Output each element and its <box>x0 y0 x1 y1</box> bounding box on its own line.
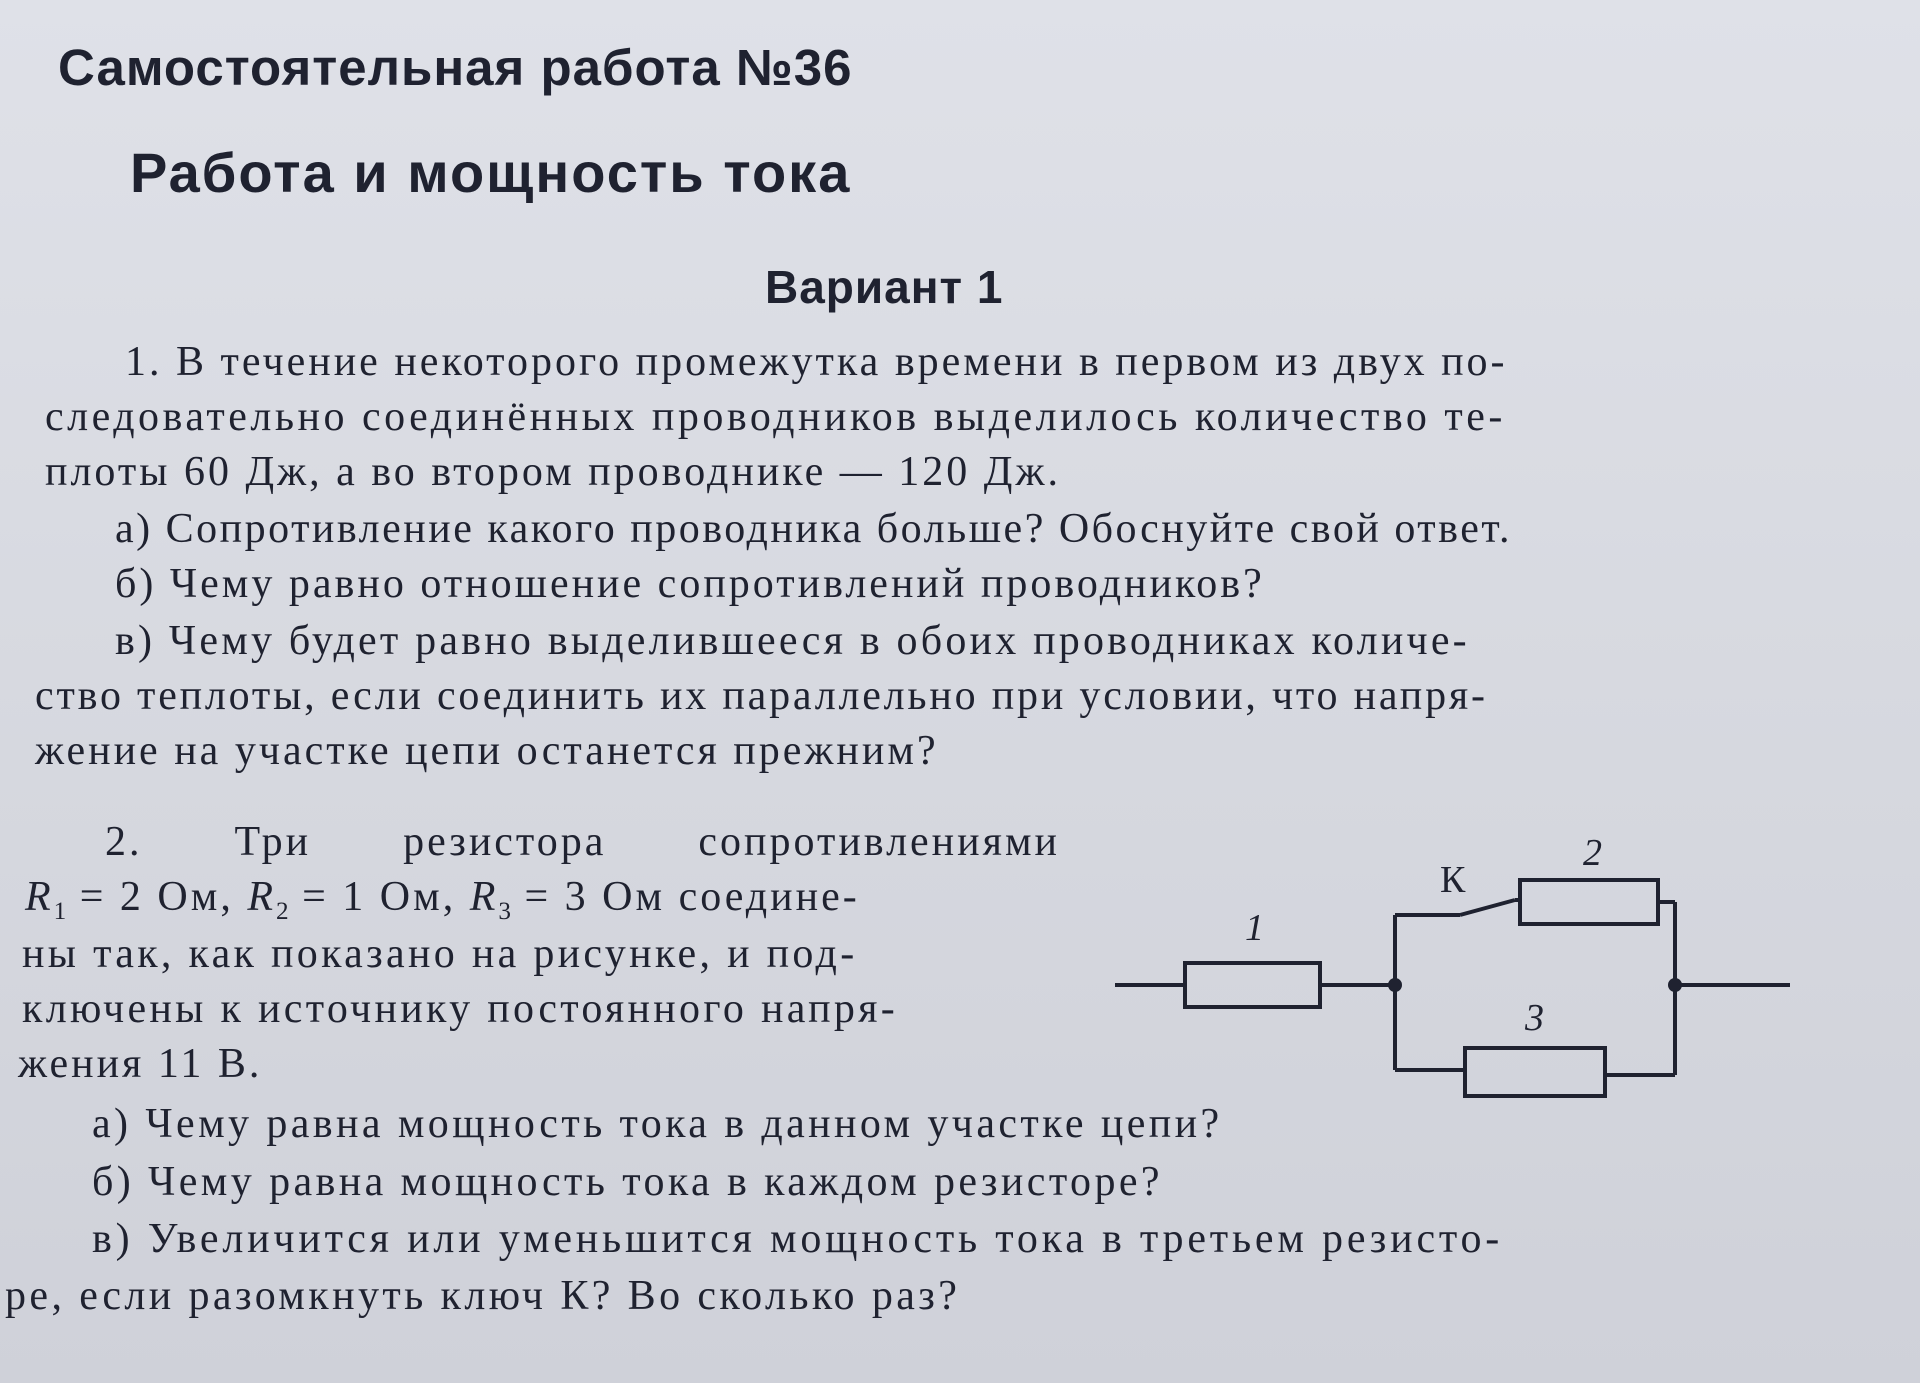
task2-question-a: а) Чему равна мощность тока в данном участке цепи? <box>92 1101 1223 1147</box>
key-switch <box>1460 900 1515 915</box>
task1-question-a: а) Сопротивление какого проводника больше? Обоснуйте свой ответ. <box>115 506 1513 552</box>
task2-question-c: в) Увеличится или уменьшится мощность тока в третьем резисто- <box>92 1216 1504 1262</box>
task2-line-1: 2. Три резисторa сопротивлениями <box>105 819 1060 865</box>
task1-line-7: ство теплоты, если соединить их параллельно при условии, что напря- <box>35 673 1488 719</box>
label-key: К <box>1440 859 1466 901</box>
work-title: Самостоятельная работа №36 <box>58 39 853 96</box>
label-resistor-3: 3 <box>1525 997 1544 1039</box>
circuit-diagram <box>1105 820 1805 1120</box>
resistor-1 <box>1185 963 1320 1007</box>
r1-value: = 2 Ом, <box>66 874 248 920</box>
r3-symbol: R <box>469 874 499 920</box>
resistor-3 <box>1465 1048 1605 1096</box>
task1-line-8: жение на участке цепи останется прежним? <box>35 728 939 774</box>
topic-title: Работа и мощность тока <box>130 141 852 204</box>
label-resistor-1: 1 <box>1245 907 1264 949</box>
r1-symbol: R <box>25 874 54 920</box>
task2-resistances <box>25 873 860 926</box>
task2-line-9: ре, если разомкнуть ключ К? Во сколько раз? <box>5 1273 961 1319</box>
task1-question-c: в) Чему будет равно выделившееся в обоих проводниках количе- <box>115 618 1470 664</box>
task2-line-3: ны так, как показано на рисунке, и под- <box>22 931 858 977</box>
task1-line-1: 1. В течение некоторого промежутка времени в первом из двух по- <box>125 339 1508 385</box>
task1-line-2: следовательно соединённых проводников выделилось количество те- <box>45 394 1506 440</box>
r2-value: = 1 Ом, <box>288 874 470 920</box>
r2-symbol: R <box>247 874 277 920</box>
right-node <box>1668 978 1682 992</box>
resistor-2 <box>1520 880 1658 924</box>
task2-question-b: б) Чему равна мощность тока в каждом резисторе? <box>92 1159 1163 1205</box>
r3-index: 3 <box>498 897 511 925</box>
task2-line-4: ключены к источнику постоянного напря- <box>22 986 899 1032</box>
task2-line-5: жения 11 В. <box>18 1041 263 1087</box>
task1-question-b: б) Чему равно отношение сопротивлений проводников? <box>115 561 1265 607</box>
label-resistor-2: 2 <box>1583 832 1602 874</box>
r2-index: 2 <box>276 897 289 925</box>
r1-index: 1 <box>53 897 67 925</box>
task1-line-3: плоты 60 Дж, а во втором проводнике — 120 Дж. <box>45 449 1061 495</box>
left-node <box>1388 978 1402 992</box>
variant-title: Вариант 1 <box>765 261 1004 313</box>
r3-value: = 3 Ом соедине- <box>510 874 860 920</box>
